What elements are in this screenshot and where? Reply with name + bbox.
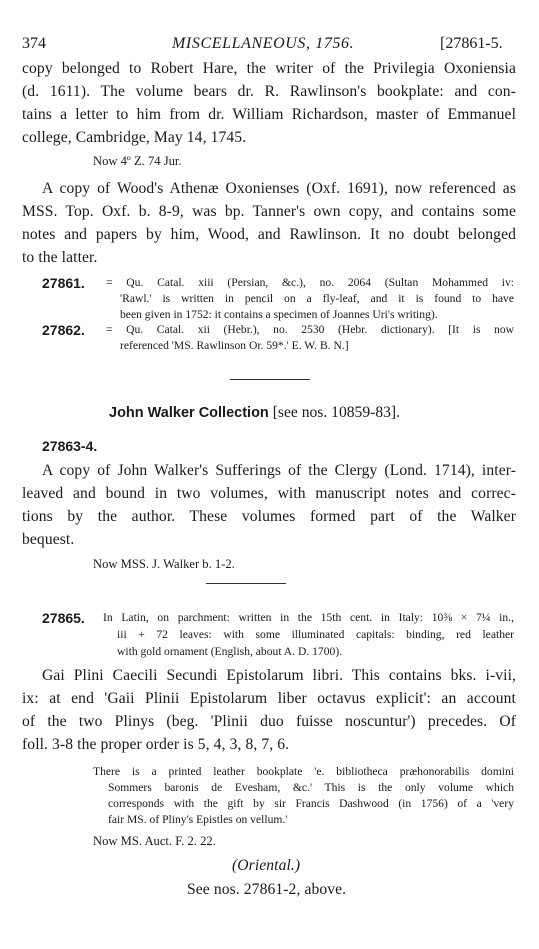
woods-line-4: to the latter. <box>22 249 98 266</box>
intro-line-3: tains a letter to him from dr. William Richardson, master of Emmanuel <box>22 106 516 123</box>
walker-shelfmark: Now MSS. J. Walker b. 1-2. <box>93 557 235 571</box>
entry-27865-line-3: with gold ornament (English, about A. D. 1700). <box>117 645 343 658</box>
bookplate-note-line-1: There is a printed leather bookplate 'e. bibliotheca præhonorabilis domini <box>93 765 514 778</box>
entry-number-27863-4: 27863-4. <box>42 438 98 454</box>
pliny-line-4: foll. 3-8 the proper order is 5, 4, 3, 8, 7, 6. <box>22 736 290 753</box>
entry-number-27862: 27862. <box>42 322 85 338</box>
walker-line-2: leaved and bound in two volumes, with manuscript notes and correc- <box>22 485 516 502</box>
woods-line-1: A copy of Wood's Athenæ Oxonienses (Oxf. 1691), now referenced as <box>42 180 516 197</box>
intro-line-4: college, Cambridge, May 14, 1745. <box>22 129 247 146</box>
pliny-line-1: Gai Plini Caecili Secundi Epistolarum libri. This contains bks. i-vii, <box>42 667 516 684</box>
pliny-shelfmark: Now MS. Auct. F. 2. 22. <box>93 834 216 848</box>
entry-27861-line-2: 'Rawl.' is written in pencil on a fly-leaf, and it is found to have <box>120 292 514 305</box>
entry-27865-line-2: iii + 72 leaves: with some illuminated capitals: binding, red leather <box>117 628 514 641</box>
pliny-line-2: ix: at end 'Gaii Plinii Epistolarum liber octavus explicit': an account <box>22 690 516 707</box>
entry-27862-line-1: = Qu. Catal. xii (Hebr.), no. 2530 (Hebr. dictionary). [It is now <box>106 323 514 336</box>
pliny-line-3: of the two Plinys (beg. 'Plinii duo fuisse noscuntur') precedes. Of <box>22 713 516 730</box>
walker-line-3: tions by the author. These volumes formed part of the Walker <box>22 508 516 525</box>
walker-line-4: bequest. <box>22 531 75 548</box>
running-title: MISCELLANEOUS, 1756. <box>172 35 355 52</box>
entry-27861-line-1: = Qu. Catal. xiii (Persian, &c.), no. 2064 (Sultan Mohammed iv: <box>106 276 514 289</box>
entry-number-27865: 27865. <box>42 610 85 626</box>
intro-line-2: (d. 1611). The volume bears dr. R. Rawlinson's bookplate: and con- <box>22 83 516 100</box>
page-number: 374 <box>22 35 46 52</box>
bookplate-note-line-4: fair MS. of Pliny's Epistles on vellum.' <box>108 813 288 826</box>
entry-27861-line-3: been given in 1752: it contains a specimen of Joannes Uri's writing). <box>120 308 438 321</box>
intro-shelfmark: Now 4º Z. 74 Jur. <box>93 154 182 168</box>
section-divider <box>230 379 310 380</box>
oriental-see-reference: See nos. 27861-2, above. <box>187 881 347 898</box>
entry-range: [27861-5. <box>440 35 503 52</box>
entry-27862-line-2: referenced 'MS. Rawlinson Or. 59*.' E. W. B. N.] <box>120 339 349 352</box>
intro-line-1: copy belonged to Robert Hare, the writer of the Privilegia Oxoniensia <box>22 60 516 77</box>
woods-line-2: MSS. Top. Oxf. b. 8-9, was bp. Tanner's own copy, and contains some <box>22 203 516 220</box>
walker-line-1: A copy of John Walker's Sufferings of the Clergy (Lond. 1714), inter- <box>42 462 516 479</box>
woods-line-3: notes and papers by him, Wood, and Rawlinson. It no doubt belonged <box>22 226 516 243</box>
section-divider-2 <box>206 583 286 584</box>
walker-heading-row <box>109 404 400 422</box>
walker-heading: John Walker Collection <box>109 405 269 421</box>
walker-heading-ref: [see nos. 10859-83]. <box>272 404 401 421</box>
oriental-heading: (Oriental.) <box>232 857 301 874</box>
bookplate-note-line-2: Sommers baronis de Evesham, &c.' This is the only volume which <box>108 781 514 794</box>
entry-27865-line-1: In Latin, on parchment: written in the 15th cent. in Italy: 10⅜ × 7¼ in., <box>103 611 514 624</box>
entry-number-27861: 27861. <box>42 275 85 291</box>
bookplate-note-line-3: corresponds with the gift by sir Francis Dashwood (in 1756) of a 'very <box>108 797 514 810</box>
